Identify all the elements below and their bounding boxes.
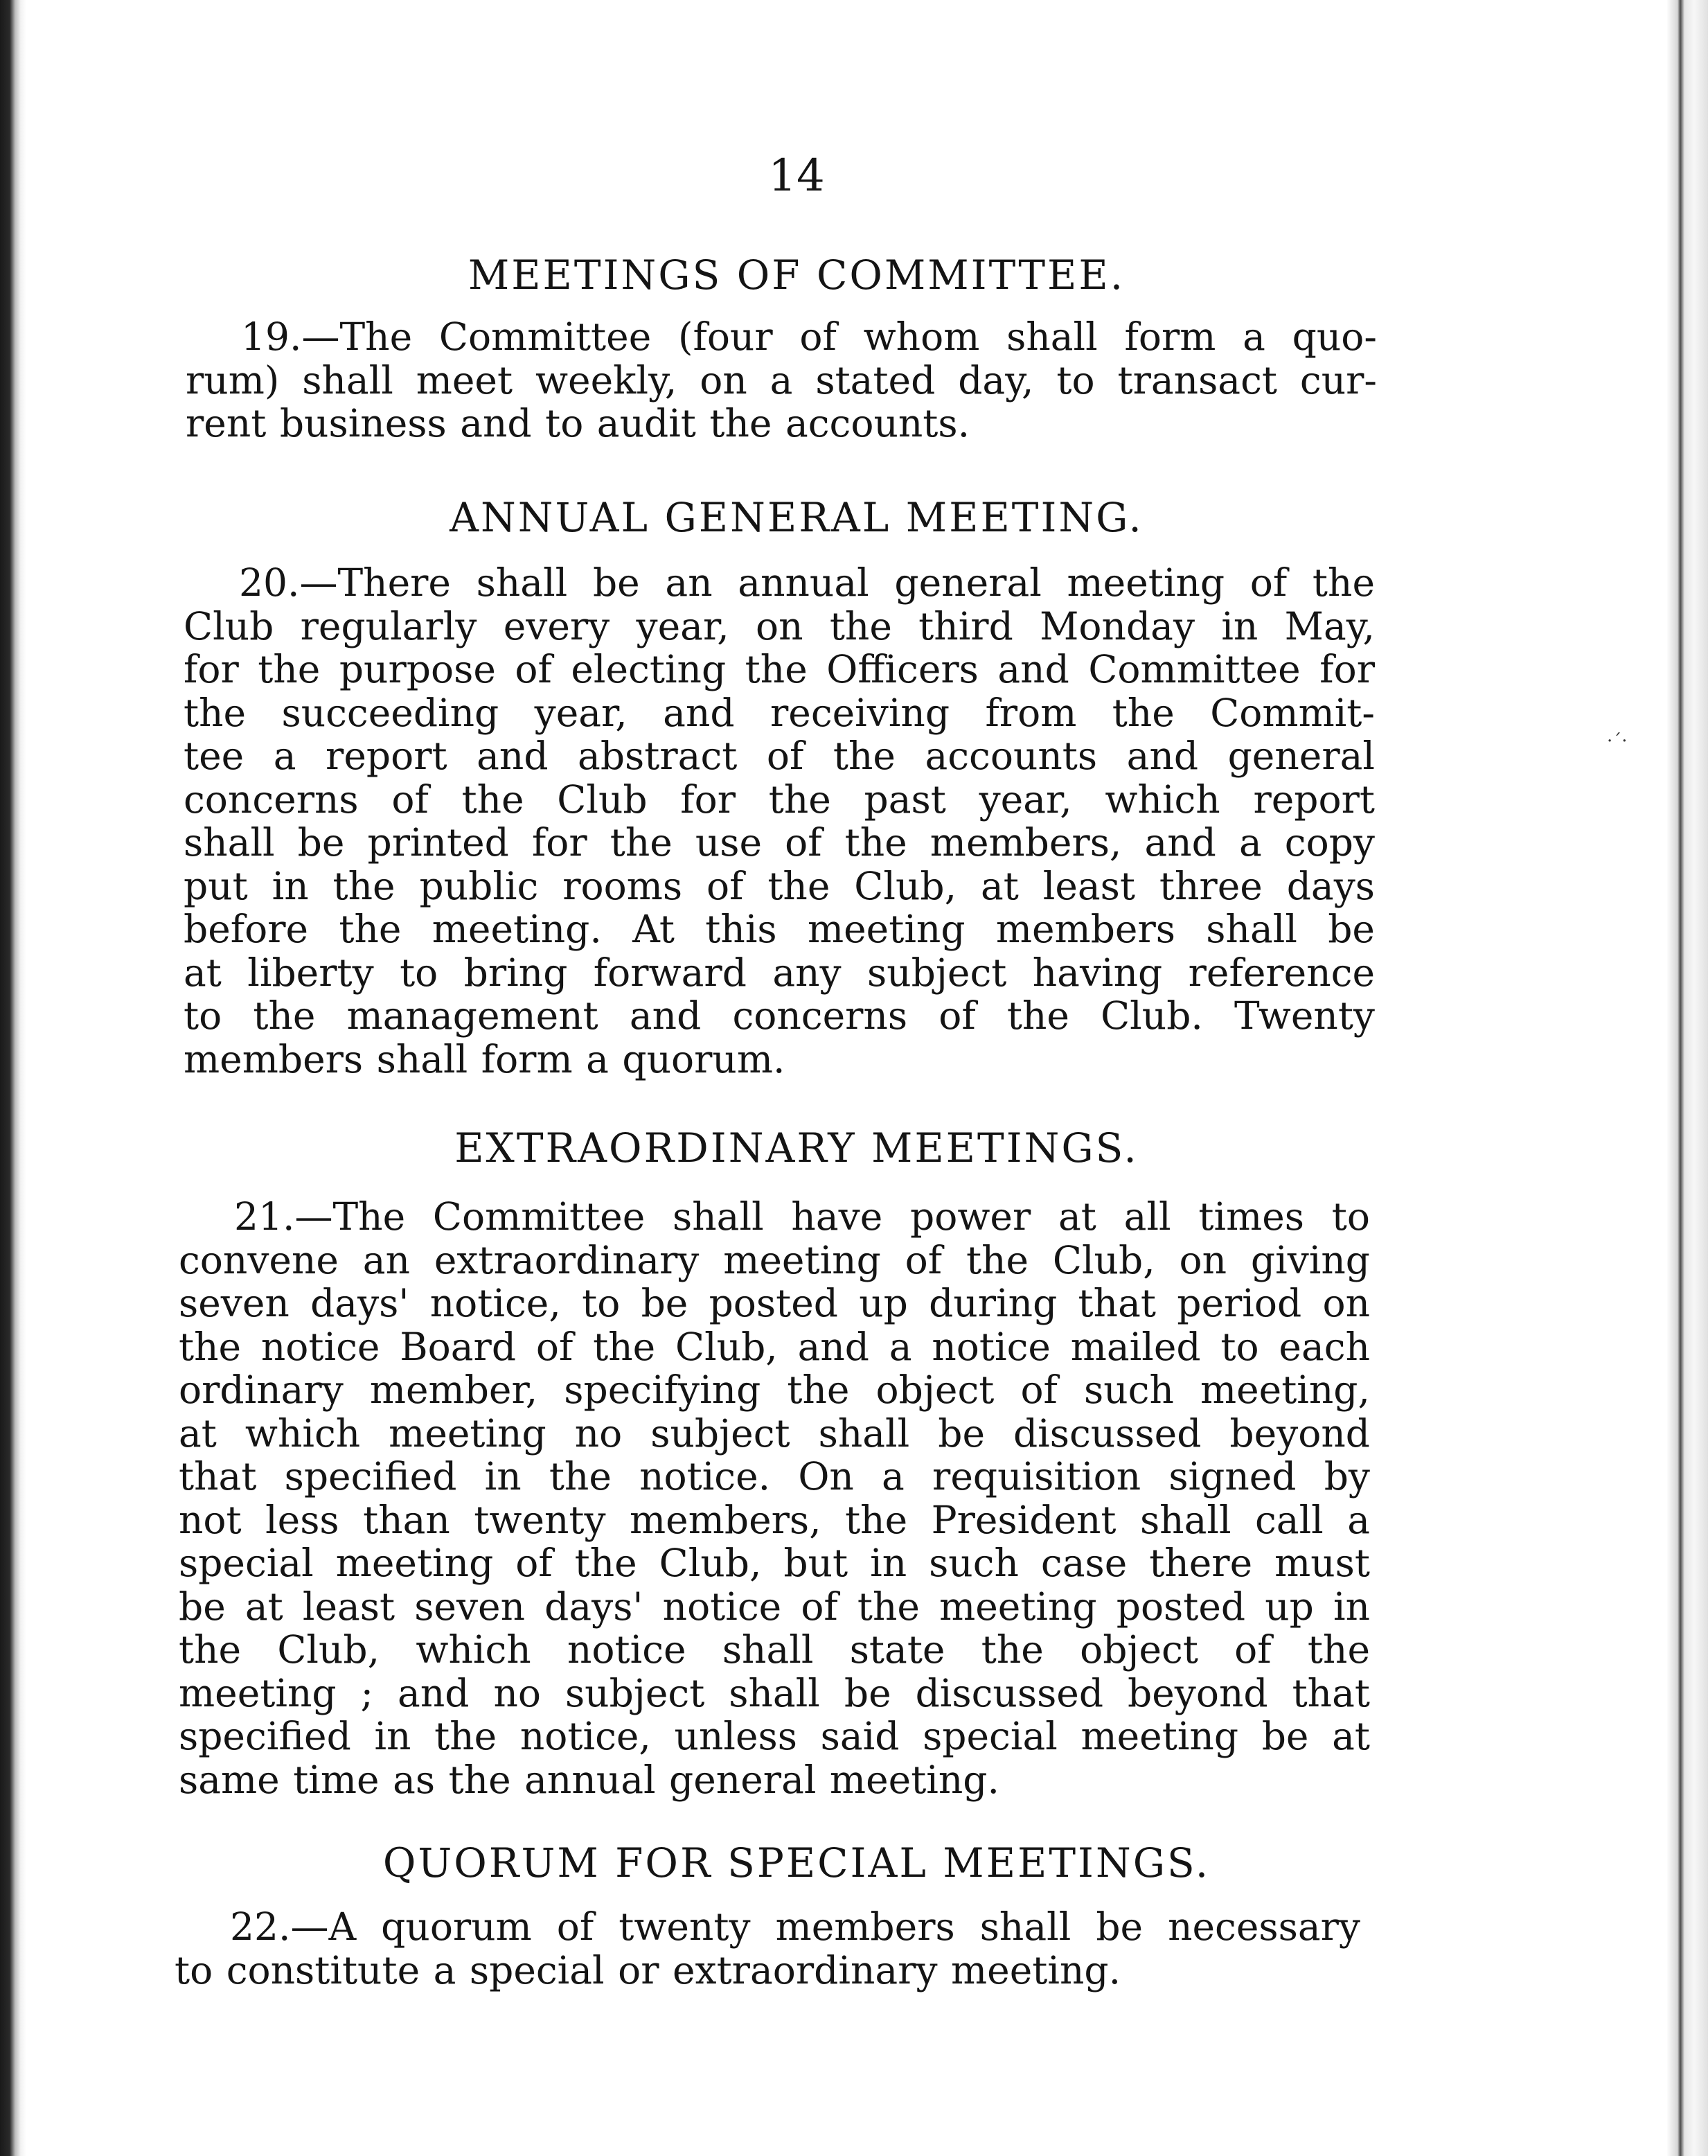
section-heading-extraordinary-meetings: EXTRAORDINARY MEETINGS. xyxy=(454,1124,1139,1172)
paragraph-line: 20.—There shall be an annual general meeting of the xyxy=(239,560,1375,605)
paragraph-line: put in the public rooms of the Club, at least three days xyxy=(184,863,1375,908)
paragraph-line: ordinary member, specifying the object of such meeting, xyxy=(179,1368,1370,1412)
paragraph-line: that specified in the notice. On a requisition signed by xyxy=(179,1454,1370,1499)
paragraph-line: before the meeting. At this meeting members shall be xyxy=(184,907,1375,951)
paragraph-line: Club regularly every year, on the third Monday in May, xyxy=(184,603,1375,648)
paragraph-line: at liberty to bring forward any subject having reference xyxy=(184,950,1375,995)
paragraph-line: concerns of the Club for the past year, which report xyxy=(184,777,1375,822)
section-heading-annual-general-meeting: ANNUAL GENERAL MEETING. xyxy=(450,494,1144,541)
paragraph-line: 22.—A quorum of twenty members shall be necessary xyxy=(230,1905,1360,1949)
rule-19-paragraph xyxy=(186,315,1377,445)
paragraph-line: special meeting of the Club, but in such case there must xyxy=(179,1541,1370,1585)
paragraph-line: rent business and to audit the accounts. xyxy=(186,401,970,445)
rule-22-paragraph xyxy=(175,1905,1360,1992)
paragraph-line: 19.—The Committee (four of whom shall form a quo- xyxy=(241,315,1377,359)
paragraph-line: shall be printed for the use of the members, and a copy xyxy=(184,820,1375,865)
paragraph-line: to constitute a special or extraordinary meeting. xyxy=(175,1947,1121,1992)
margin-mark: ·ˊ· xyxy=(1607,731,1628,752)
paragraph-line: the notice Board of the Club, and a notice mailed to each xyxy=(179,1324,1370,1369)
paragraph-line: meeting ; and no subject shall be discussed beyond that xyxy=(179,1670,1370,1715)
paragraph-line: the Club, which notice shall state the object of the xyxy=(179,1627,1370,1672)
paragraph-line: specified in the notice, unless said special meeting be at xyxy=(179,1714,1370,1758)
paragraph-line: to the management and concerns of the Club. Twenty xyxy=(184,993,1375,1038)
paragraph-line: tee a report and abstract of the accounts and general xyxy=(184,734,1375,778)
page-number: 14 xyxy=(768,150,825,202)
paragraph-line: at which meeting no subject shall be discussed beyond xyxy=(179,1411,1370,1456)
paragraph-line: seven days' notice, to be posted up during that period on xyxy=(179,1281,1370,1325)
paragraph-line: be at least seven days' notice of the meeting posted up in xyxy=(179,1584,1370,1629)
paragraph-line: 21.—The Committee shall have power at all times to xyxy=(234,1194,1370,1239)
paragraph-line: convene an extraordinary meeting of the Club, on giving xyxy=(179,1237,1370,1282)
paragraph-line: not less than twenty members, the President shall call a xyxy=(179,1497,1370,1542)
rule-20-paragraph xyxy=(184,561,1375,1081)
section-heading-meetings-of-committee: MEETINGS OF COMMITTEE. xyxy=(468,251,1126,299)
paragraph-line: same time as the annual general meeting. xyxy=(179,1757,999,1802)
rule-21-paragraph xyxy=(179,1195,1370,1801)
paragraph-line: for the purpose of electing the Officers and Committee for xyxy=(184,647,1375,691)
paragraph-line: the succeeding year, and receiving from the Commit- xyxy=(184,690,1375,735)
paragraph-line: members shall form a quorum. xyxy=(184,1036,785,1081)
section-heading-quorum-for-special-meetings: QUORUM FOR SPECIAL MEETINGS. xyxy=(382,1839,1211,1886)
paragraph-line: rum) shall meet weekly, on a stated day, to transact cur- xyxy=(186,357,1377,403)
